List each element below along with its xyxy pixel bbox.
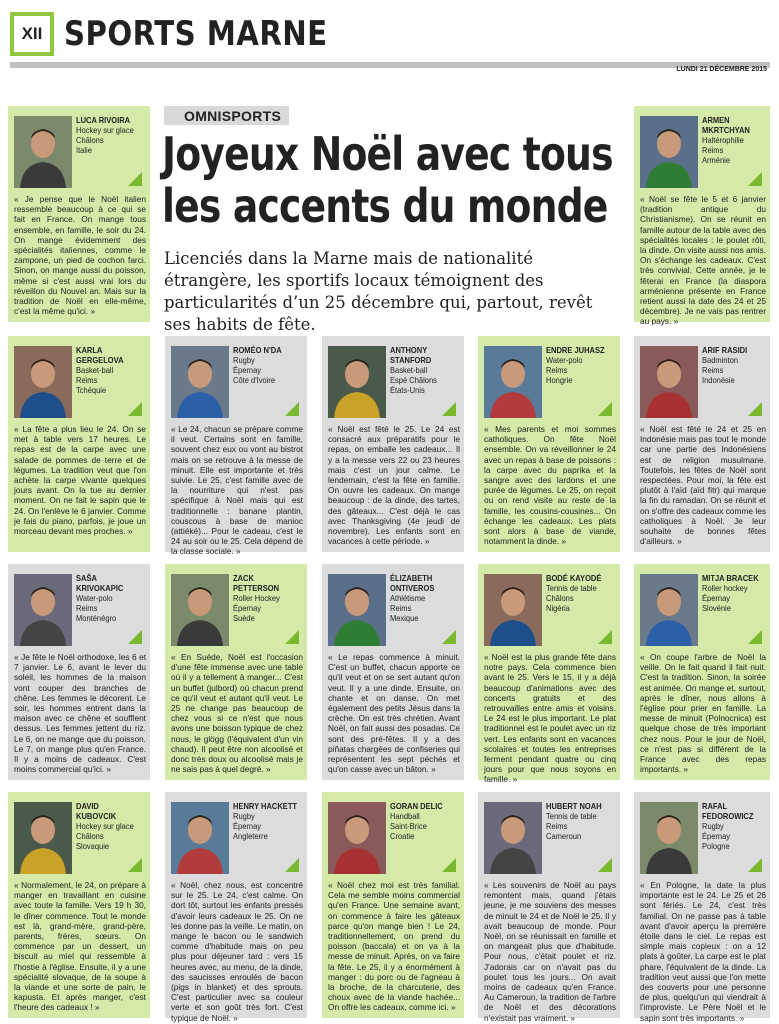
athlete-photo bbox=[328, 346, 386, 418]
green-triangle-marker bbox=[748, 402, 762, 416]
athlete-quote: « Normalement, le 24, on prépare à manger en travaillant en cuisine avec toute la famille. Vers 19 h 30, le dîner commence. Tout le monde est là, grand-mère, grand-père, parents, frères, sœurs. On commence par un dessert, un biscuit au miel qui ressemble à l'hostie à l'église. Ensuite, il y a une spécialité slovaque, de la soupe à la viande et une sorte de pain, le kapusta. Et après manger, c'est l'heure des cadeaux ! » bbox=[14, 880, 146, 1013]
athlete-sport: Water-polo bbox=[546, 356, 583, 365]
athlete-country: Tchéquie bbox=[76, 386, 107, 395]
athlete-info bbox=[546, 346, 610, 386]
athlete-country: Cameroun bbox=[546, 832, 582, 841]
athlete-country: Suède bbox=[233, 614, 255, 623]
athlete-sport: Athlétisme bbox=[390, 594, 426, 603]
athlete-info bbox=[702, 346, 761, 386]
athlete-card bbox=[8, 106, 150, 322]
athlete-card bbox=[634, 106, 770, 327]
athlete-club: Reims bbox=[546, 366, 568, 375]
athlete-club: Reims bbox=[76, 376, 98, 385]
athlete-info bbox=[390, 346, 454, 396]
article-headline bbox=[162, 127, 613, 233]
athlete-quote: « La fête a plus lieu le 24. On se met à table vers 17 heures. Le repas est de la carpe avec une salade de pommes de terre et de légumes. La tradition veut que l'on achète la carpe vivante quelques jours avant. On la tue au dernier moment. On ne fait le sapin que le 24. On l'enlève le 6 janvier. Comme je fais du piano, parfois, je joue un morceau devant mes proches. » bbox=[14, 424, 146, 537]
athlete-card bbox=[8, 564, 150, 780]
athlete-info bbox=[702, 116, 761, 166]
athlete-sport: Roller Hockey bbox=[233, 594, 280, 603]
green-triangle-marker bbox=[128, 172, 142, 186]
athlete-card bbox=[634, 336, 770, 552]
athlete-photo bbox=[640, 346, 698, 418]
athlete-card bbox=[478, 564, 620, 785]
green-triangle-marker bbox=[442, 858, 456, 872]
athlete-card bbox=[8, 792, 150, 1018]
headline-line-1: Joyeux Noël avec tous bbox=[162, 127, 613, 181]
athlete-quote: « Je pense que le Noël italien ressemble beaucoup à ce qui se fait en France. On mange tous ensemble, en famille, le soir du 24. On mange évidemment des spécialités italiennes, comme le zampone, un pied de cochon farci. Sinon, on mange aussi du poisson, même si c'est aussi vrai lors du réveillon du Nouvel an. Mais sur la tradition de Noël en elle-même, c'est la même qu'ici. » bbox=[14, 194, 146, 317]
athlete-card bbox=[478, 792, 620, 1023]
section-title: SPORTS MARNE bbox=[64, 14, 328, 54]
athlete-country: Nigéria bbox=[546, 604, 570, 613]
athlete-country: États-Unis bbox=[390, 386, 425, 395]
athlete-quote: « Les souvenirs de Noël au pays remontent mais, quand j'étais jeune, je me souviens des messes de minuit le 24 et de Noël le 25. Il y avait beaucoup de monde. Pour Noël, on se réunissait en famille et on mangeait plus que d'habitude. Pour nous, c'était poulet et riz. J'adorais car on n'avait pas du poulet tous les jours... On avait moins de cadeaux qu'en France. Au Cameroun, la tradition de l'arbre de Noël et des décorations n'existait pas vraiment. » bbox=[484, 880, 616, 1023]
athlete-card bbox=[634, 564, 770, 780]
green-triangle-marker bbox=[128, 630, 142, 644]
athlete-photo bbox=[14, 346, 72, 418]
athlete-quote: « Noël se fête le 5 et 6 janvier (tradition antique du Christianisme). On se réunit en famille autour de la table avec des spécialités locales : le poulet rôti, la dinde. On visite aussi nos amis. On s'échange les cadeaux. C'est très convivial. Cette année, je le fêterai en France (la diaspora arménienne présente en France retient aussi la date des 24 et 25 décembre). Je ne vais pas rentrer au pays. » bbox=[640, 194, 766, 327]
athlete-name: HUBERT NOAH bbox=[546, 802, 602, 811]
athlete-club: Épernay bbox=[702, 832, 731, 841]
athlete-photo bbox=[328, 802, 386, 874]
green-triangle-marker bbox=[128, 858, 142, 872]
athlete-country: Italie bbox=[76, 146, 92, 155]
athlete-club: Châlons bbox=[76, 136, 104, 145]
athlete-country: Monténégro bbox=[76, 614, 117, 623]
athlete-club: Saint-Brice bbox=[390, 822, 427, 831]
athlete-photo bbox=[14, 802, 72, 874]
athlete-photo bbox=[484, 574, 542, 646]
athlete-info bbox=[76, 802, 140, 852]
athlete-sport: Hockey sur glace bbox=[76, 822, 134, 831]
green-triangle-marker bbox=[598, 402, 612, 416]
athlete-info bbox=[702, 574, 761, 614]
athlete-info bbox=[76, 116, 140, 156]
athlete-info bbox=[546, 574, 610, 614]
athlete-club: Reims bbox=[76, 604, 98, 613]
green-triangle-marker bbox=[748, 858, 762, 872]
green-triangle-marker bbox=[598, 630, 612, 644]
athlete-quote: « En Suède, Noël est l'occasion d'une fête immense avec une table où il y a tellement à manger... C'est un buffet (julbord) où chacun prend ce qu'il veut et autant qu'il veut. Le 25 ne change pas beaucoup de chez vous si ce n'est que nous avons une boisson typique de chez nous, le glögg (l'équivalent d'un vin chaud). Il peut être non alcoolisé et donc très doux ou alcoolisé mais je ne sais pas à quel degré. » bbox=[171, 652, 303, 775]
athlete-quote: « On coupe l'arbre de Noël la veille. On le fait quand il fait nuit. C'est la tradition. Sinon, la soirée est animée. On mange et, surtout, après le dîner, nous allons à l'église pour prier en famille. La messe de minuit (Polnocnica) est quelque chose de très important chez nous. Pour le jour de Noël, ce n'est pas si différent de la France avec des repas importants. » bbox=[640, 652, 766, 775]
publication-date: LUNDI 21 DÉCEMBRE 2015 bbox=[676, 66, 767, 73]
athlete-quote: « Noël est la plus grande fête dans notre pays. Cela commence bien avant le 25. Vers le 15, il y a déjà beaucoup d'animations avec des concerts gratuits et des retrouvailles entre amis et voisins. Le 24 est le plus important. Le plat traditionnel est le poulet avec un riz vert. Les enfants sont en vacances scolaires et toutes les entreprises ferment pendant quatre ou cinq jours pour que nous soyons en famille. » bbox=[484, 652, 616, 785]
athlete-photo bbox=[14, 574, 72, 646]
green-triangle-marker bbox=[442, 402, 456, 416]
athlete-photo bbox=[640, 574, 698, 646]
athlete-sport: Water-polo bbox=[76, 594, 113, 603]
athlete-info bbox=[233, 346, 297, 386]
article-standfirst: Licenciés dans la Marne mais de nationalité étrangère, les sportifs locaux témoignent des particularités d’un 25 décembre qui, partout, revêt ses habits de fête. bbox=[164, 249, 593, 334]
athlete-club: Reims bbox=[390, 604, 412, 613]
athlete-country: Indonésie bbox=[702, 376, 735, 385]
athlete-quote: « Mes parents et moi sommes catholiques. On fête Noël ensemble. On va réveillonner le 24 avec un repas à base de poissons : la carpe avec du paprika et la sangre avec des lardons et une purée de légumes. Le 25, on reçoit ou on rend visite au reste de la famille, les cousins-cousines... On échange les cadeaux. Les plats sont alors à base de viande, notamment la dinde. » bbox=[484, 424, 616, 547]
green-triangle-marker bbox=[128, 402, 142, 416]
green-triangle-marker bbox=[285, 630, 299, 644]
athlete-name: DAVID KUBOVCIK bbox=[76, 802, 117, 821]
athlete-country: Hongrie bbox=[546, 376, 573, 385]
athlete-country: Croatie bbox=[390, 832, 415, 841]
athlete-quote: « Le 24, chacun se prépare comme il veut. Certains sont en famille, souvent chez eux ou vont au bistrot mais on se retrouve à la messe de minuit. Elle est importante et très suivie. Le 25, c'est famille avec de la nourriture qui n'est pas spécifique à Noël mais qui est traditionnelle : banane plantin, couscous à base de manioc (attiéké)... Pour le cadeau, c'est le 24 au soir ou le 25. Cela dépend de la classe sociale. » bbox=[171, 424, 303, 557]
athlete-photo bbox=[171, 346, 229, 418]
athlete-club: Reims bbox=[546, 822, 568, 831]
athlete-club: Châlons bbox=[76, 832, 104, 841]
athlete-quote: « Noël est fêté le 24 et 25 en Indonésie mais pas tout le monde car une partie des Indonésiens est de religion musulmane. Toutefois, les fêtes de Noël sont respectées. Pour moi, la fête est plutôt à l'aïd (aïd fitr) qui marque la fin du ramadan. On se réunit et on s'offre des cadeaux comme les catholiques à Noël. Je leur souhaite de bonnes fêtes d'ailleurs. » bbox=[640, 424, 766, 547]
athlete-photo bbox=[640, 116, 698, 188]
green-triangle-marker bbox=[442, 630, 456, 644]
athlete-club: Reims bbox=[702, 146, 724, 155]
header-rule bbox=[10, 62, 770, 68]
athlete-club: Espé Châlons bbox=[390, 376, 437, 385]
athlete-name: MITJA BRACEK bbox=[702, 574, 759, 583]
athlete-sport: Tennis de table bbox=[546, 584, 597, 593]
athlete-photo bbox=[14, 116, 72, 188]
athlete-photo bbox=[640, 802, 698, 874]
athlete-quote: « Noël est fêté le 25. Le 24 est consacré aux préparatifs pour le repas, on emballe les cadeaux... Il y a la messe vers 22 ou 23 heures mais c'est un jour calme. Le lendemain, c'est la fête en famille. On ouvre les cadeaux. On mange beaucoup : de la dinde, des tartes, des gâteaux... C'est déjà le cas avec Thanksgiving (4e jeudi de novembre). Les enfants sont en vacances à cette période. » bbox=[328, 424, 460, 547]
athlete-card bbox=[478, 336, 620, 552]
athlete-info bbox=[390, 802, 454, 842]
athlete-info bbox=[233, 802, 297, 842]
athlete-name: SAŠA KRIVOKAPIC bbox=[76, 574, 124, 593]
athlete-sport: Handball bbox=[390, 812, 420, 821]
athlete-sport: Hockey sur glace bbox=[76, 126, 134, 135]
athlete-sport: Rugby bbox=[702, 822, 724, 831]
athlete-name: HENRY HACKETT bbox=[233, 802, 298, 811]
athlete-name: RAFAL FEDOROWICZ bbox=[702, 802, 754, 821]
athlete-photo bbox=[171, 574, 229, 646]
athlete-photo bbox=[484, 346, 542, 418]
athlete-info bbox=[76, 574, 140, 624]
green-triangle-marker bbox=[285, 402, 299, 416]
article-kicker: OMNISPORTS bbox=[164, 106, 289, 125]
athlete-sport: Rugby bbox=[233, 812, 255, 821]
athlete-card bbox=[8, 336, 150, 552]
athlete-photo bbox=[171, 802, 229, 874]
athlete-name: BODÉ KAYODÉ bbox=[546, 574, 602, 583]
athlete-card bbox=[165, 336, 307, 557]
athlete-quote: « En Pologne, la date la plus importante est le 24. Le 25 et 26 sont fériés. Le 24, c'est très familial. On ne passe pas à table avant d'avoir aperçu la première étoile dans le ciel. Le repas est simple mais copieux : on a 12 plats à goûter. La carpe est le plat phare, l'équivalent de la dinde. La tradition veut aussi que l'on mette des couverts pour une personne de plus, quelqu'un qui viendrait à l'improviste. Le Père Noël et le sapin sont très importants. » bbox=[640, 880, 766, 1023]
athlete-info bbox=[233, 574, 297, 624]
athlete-country: Côte d'Ivoire bbox=[233, 376, 276, 385]
athlete-info bbox=[390, 574, 454, 624]
athlete-club: Châlons bbox=[546, 594, 574, 603]
athlete-quote: « Le repas commence à minuit. C'est un buffet, chacun apporte ce qu'il veut et on se sert autant qu'on veut. Il y a une dinde. Ensuite, on chante et on danse. On met également des petits Jésus dans la crèche. On est très chrétien. Avant Noël, on fait aussi des posadas. Ce sont des pré-fêtes. Il y a des piñatas chargées de confiseries qui représentent les sept péchés et qu'on casse avec un bâton. » bbox=[328, 652, 460, 775]
athlete-name: GORAN DELIC bbox=[390, 802, 443, 811]
athlete-card bbox=[322, 336, 464, 552]
athlete-name: LUCA RIVOIRA bbox=[76, 116, 131, 125]
athlete-club: Reims bbox=[702, 366, 724, 375]
green-triangle-marker bbox=[748, 172, 762, 186]
green-triangle-marker bbox=[748, 630, 762, 644]
athlete-club: Épernay bbox=[233, 822, 262, 831]
athlete-name: ANTHONY STANFORD bbox=[390, 346, 432, 365]
athlete-sport: Roller hockey bbox=[702, 584, 748, 593]
athlete-card bbox=[322, 564, 464, 780]
athlete-quote: « Noël, chez nous, est concentré sur le 25. Le 24, c'est calme. On dort tôt, surtout les enfants pressés d'avoir leurs cadeaux le 25. On ne les donne pas la veille. Le matin, on mange le bacon ou le sandwich comme d'habitude mais on peu plus pour déjeuner tard : vers 15 heures avec, au menu, de la dinde, des saucisses enroulés de bacon (pigs in blanket) et des sprouts. C'est particulier avec sa couleur verte et son goût très fort. C'est typique de Noël. » bbox=[171, 880, 303, 1023]
athlete-quote: « Noël chez moi est très familial. Cela me semble moins commercial qu'en France. Une semaine avant, on commence à faire les gâteaux parce qu'on mange bien ! Le 24, traditionnellement, on prend du poisson (baccala) et on va à la messe de minuit. Après, on va faire la fête. Le 25, il y a énormément à manger : du porc ou de l'agneau à la broche, de la charcuterie, des choux avec de la viande hachée... On offre les cadeaux, comme ici. » bbox=[328, 880, 460, 1013]
athlete-country: Mexique bbox=[390, 614, 419, 623]
athlete-country: Slovaquie bbox=[76, 842, 110, 851]
athlete-name: ÉLIZABETH ONTIVEROS bbox=[390, 574, 435, 593]
athlete-name: ROMÉO N'DA bbox=[233, 346, 282, 355]
athlete-card bbox=[634, 792, 770, 1023]
athlete-photo bbox=[484, 802, 542, 874]
athlete-card bbox=[165, 792, 307, 1023]
headline-line-2: les accents du monde bbox=[162, 179, 608, 233]
athlete-club: Épernay bbox=[233, 366, 262, 375]
athlete-info bbox=[546, 802, 610, 842]
athlete-sport: Rugby bbox=[233, 356, 255, 365]
athlete-country: Angleterre bbox=[233, 832, 268, 841]
athlete-sport: Badminton bbox=[702, 356, 739, 365]
athlete-info bbox=[76, 346, 140, 396]
athlete-club: Épernay bbox=[702, 594, 731, 603]
athlete-name: KARLA GERGELOVA bbox=[76, 346, 124, 365]
athlete-card bbox=[322, 792, 464, 1018]
athlete-quote: « Je fête le Noël orthodoxe, les 6 et 7 janvier. Le 6, avant le lever du soleil, les hommes de la maison vont couper des branches de chêne. Les femmes le décorent. Le soir, les hommes entrent dans la maison avec ce chêne et soufflent dessus. Les femmes jettent du riz. Le 6, on ne mange que du poisson. Le 7, on mange plus qu'en France. Il y a moins de cadeaux. C'est moins commercial qu'ici. » bbox=[14, 652, 146, 775]
green-triangle-marker bbox=[598, 858, 612, 872]
athlete-sport: Tennis de table bbox=[546, 812, 597, 821]
athlete-name: ARIF RASIDI bbox=[702, 346, 748, 355]
athlete-info bbox=[702, 802, 761, 852]
athlete-sport: Basket-ball bbox=[76, 366, 114, 375]
athlete-name: ENDRE JUHASZ bbox=[546, 346, 605, 355]
athlete-name: ARMEN MKRTCHYAN bbox=[702, 116, 750, 135]
page-number: XII bbox=[10, 12, 54, 56]
athlete-country: Arménie bbox=[702, 156, 731, 165]
athlete-club: Épernay bbox=[233, 604, 262, 613]
green-triangle-marker bbox=[285, 858, 299, 872]
athlete-card bbox=[165, 564, 307, 780]
athlete-sport: Basket-ball bbox=[390, 366, 428, 375]
athlete-photo bbox=[328, 574, 386, 646]
athlete-sport: Haltérophilie bbox=[702, 136, 744, 145]
athlete-name: ZACK PETTERSON bbox=[233, 574, 280, 593]
athlete-country: Pologne bbox=[702, 842, 730, 851]
athlete-country: Slovénie bbox=[702, 604, 731, 613]
